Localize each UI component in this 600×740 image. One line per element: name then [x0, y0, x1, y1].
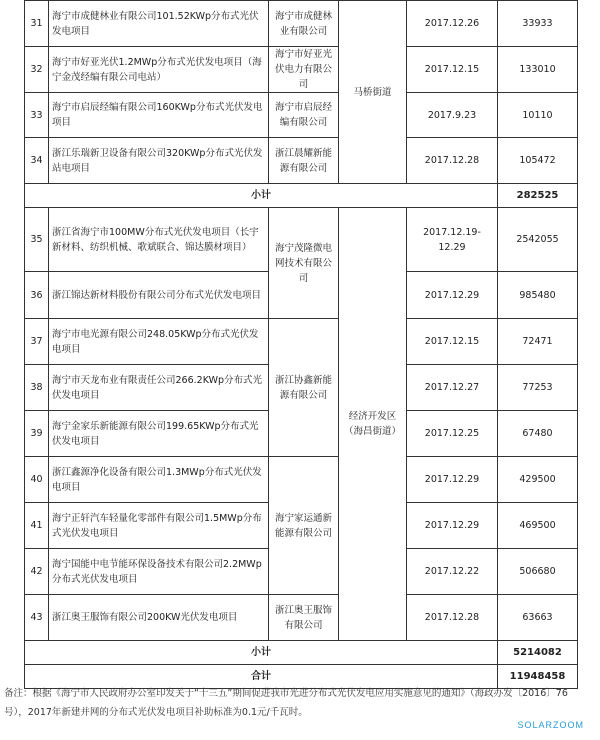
row-index: 42	[25, 549, 49, 595]
company-name: 浙江奥王服饰有限公司	[269, 595, 339, 641]
project-name: 海宁国能中电节能环保设备技术有限公司2.2MWp分布式光伏发电项目	[49, 549, 269, 595]
company-name: 海宁市好亚光伏电力有限公司	[269, 47, 339, 93]
project-name: 海宁市电光源有限公司248.05KWp分布式光伏发电项目	[49, 319, 269, 365]
project-name: 海宁正轩汽车轻量化零部件有限公司1.5MWp分布式光伏发电项目	[49, 503, 269, 549]
subsidy-amount: 2542055	[498, 208, 578, 272]
subsidy-amount: 33933	[498, 1, 578, 47]
grid-date: 2017.12.22	[407, 549, 498, 595]
row-index: 43	[25, 595, 49, 641]
company-name: 浙江晨耀新能源有限公司	[269, 138, 339, 184]
subsidy-amount: 67480	[498, 411, 578, 457]
subtotal-amount: 282525	[498, 184, 578, 208]
company-name: 海宁家运通新能源有限公司	[269, 457, 339, 595]
subsidy-table	[24, 0, 578, 689]
company-name: 浙江协鑫新能源有限公司	[269, 319, 339, 457]
table-row	[25, 319, 578, 365]
subsidy-amount: 63663	[498, 595, 578, 641]
table-row	[25, 138, 578, 184]
company-name: 海宁茂隆微电网技术有限公司	[269, 208, 339, 319]
table-row	[25, 595, 578, 641]
row-index: 33	[25, 93, 49, 138]
footnote: 备注：根据《海宁市人民政府办公室印发关于“十三五”期间促进我市光进分布式光伏发电应用实施意见的通知》（海政办发〔2016〕76号），2017年新建并网的分布式光伏发电项目补助标准为0.1元/千瓦时。	[4, 688, 568, 718]
grid-date: 2017.12.29	[407, 503, 498, 549]
grid-date: 2017.12.29	[407, 457, 498, 503]
project-name: 海宁金家乐新能源有限公司199.65KWp分布式光伏发电项目	[49, 411, 269, 457]
grid-date: 2017.12.15	[407, 319, 498, 365]
row-index: 36	[25, 272, 49, 319]
subsidy-amount: 985480	[498, 272, 578, 319]
company-name: 海宁市成健林业有限公司	[269, 1, 339, 47]
table-row	[25, 47, 578, 93]
row-index: 35	[25, 208, 49, 272]
table-row	[25, 1, 578, 47]
grid-date: 2017.12.15	[407, 47, 498, 93]
grid-date: 2017.12.27	[407, 365, 498, 411]
row-index: 31	[25, 1, 49, 47]
table-row	[25, 457, 578, 503]
table-row	[25, 93, 578, 138]
project-name: 海宁市好亚光伏1.2MWp分布式光伏发电项目（海宁金茂经编有限公司电站）	[49, 47, 269, 93]
row-index: 38	[25, 365, 49, 411]
subtotal-label: 小计	[25, 641, 498, 665]
project-name: 海宁市天龙布业有限责任公司266.2KWp分布式光伏发电项目	[49, 365, 269, 411]
grid-date: 2017.12.28	[407, 595, 498, 641]
subtotal-row	[25, 641, 578, 665]
project-name: 浙江鑫源净化设备有限公司1.3MWp分布式光伏发电项目	[49, 457, 269, 503]
grid-date: 2017.12.25	[407, 411, 498, 457]
subsidy-amount: 105472	[498, 138, 578, 184]
subsidy-amount: 10110	[498, 93, 578, 138]
subsidy-amount: 133010	[498, 47, 578, 93]
total-label: 合计	[25, 665, 498, 689]
project-name: 浙江锦达新材料股份有限公司分布式光伏发电项目	[49, 272, 269, 319]
project-name: 浙江奥王服饰有限公司200KW光伏发电项目	[49, 595, 269, 641]
subtotal-amount: 5214082	[498, 641, 578, 665]
area-maqiao: 马桥街道	[339, 1, 407, 184]
grid-date: 2017.12.28	[407, 138, 498, 184]
project-name: 浙江乐瑞新卫设备有限公司320KWp分布式光伏发站电项目	[49, 138, 269, 184]
subsidy-amount: 429500	[498, 457, 578, 503]
grid-date: 2017.9.23	[407, 93, 498, 138]
grid-date: 2017.12.26	[407, 1, 498, 47]
subsidy-amount: 506680	[498, 549, 578, 595]
subtotal-label: 小计	[25, 184, 498, 208]
table-row	[25, 208, 578, 272]
row-index: 41	[25, 503, 49, 549]
grid-date: 2017.12.29	[407, 272, 498, 319]
project-name: 海宁市启辰经编有限公司160KWp分布式光伏发电项目	[49, 93, 269, 138]
row-index: 34	[25, 138, 49, 184]
area-econ-dev-zone: 经济开发区（海昌街道）	[339, 208, 407, 641]
project-name: 海宁市成健林业有限公司101.52KWp分布式光伏发电项目	[49, 1, 269, 47]
watermark: SOLARZOOM	[517, 720, 584, 730]
grid-date: 2017.12.19-12.29	[407, 208, 498, 272]
subsidy-amount: 72471	[498, 319, 578, 365]
total-amount: 11948458	[498, 665, 578, 689]
row-index: 40	[25, 457, 49, 503]
row-index: 37	[25, 319, 49, 365]
subtotal-row	[25, 184, 578, 208]
subsidy-amount: 469500	[498, 503, 578, 549]
subsidy-amount: 77253	[498, 365, 578, 411]
project-name: 浙江省海宁市100MW分布式光伏发电项目（长宇新材料、纺织机械、歌斌联合、锦达膜材项目）	[49, 208, 269, 272]
row-index: 39	[25, 411, 49, 457]
row-index: 32	[25, 47, 49, 93]
company-name: 海宁市启辰经编有限公司	[269, 93, 339, 138]
